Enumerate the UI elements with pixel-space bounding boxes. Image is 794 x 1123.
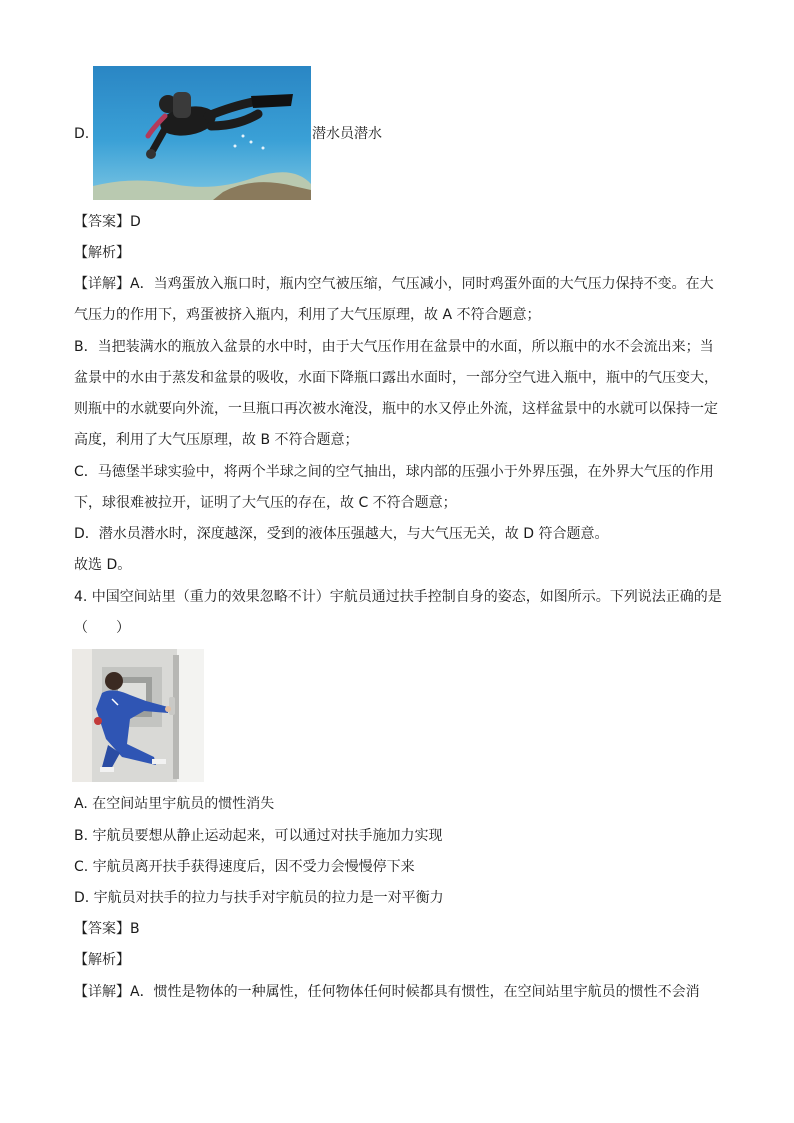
- q4-option-a: A. 在空间站里宇航员的惯性消失: [74, 796, 275, 812]
- q3-detail-line: 【详解】A．当鸡蛋放入瓶口时，瓶内空气被压缩，气压减小，同时鸡蛋外面的大气压力保持不变。在大: [74, 276, 714, 292]
- q3-detail-line: 高度，利用了大气压原理，故 B 不符合题意；: [74, 432, 359, 448]
- q3-detail-line: D．潜水员潜水时，深度越深，受到的液体压强越大，与大气压无关，故 D 符合题意。: [74, 526, 609, 542]
- q3-analysis-heading: 【解析】: [74, 245, 130, 261]
- q4-option-b: B. 宇航员要想从静止运动起来，可以通过对扶手施加力实现: [74, 828, 443, 844]
- q3-detail-line: C．马德堡半球实验中，将两个半球之间的空气抽出，球内部的压强小于外界压强，在外界大气压的作用: [74, 464, 714, 480]
- q4-stem: 4. 中国空间站里（重力的效果忽略不计）宇航员通过扶手控制自身的姿态，如图所示。下列说法正确的是: [74, 589, 722, 605]
- option-d-caption: 潜水员潜水: [312, 126, 382, 142]
- q4-stem-blank: （ ）: [74, 620, 130, 636]
- q4-option-c: C. 宇航员离开扶手获得速度后，因不受力会慢慢停下来: [74, 859, 415, 875]
- q3-answer: 【答案】D: [74, 214, 141, 230]
- q3-detail-line: 盆景中的水由于蒸发和盆景的吸收，水面下降瓶口露出水面时，一部分空气进入瓶中，瓶中的气压变大，: [74, 370, 718, 386]
- q3-detail-line: 气压力的作用下，鸡蛋被挤入瓶内，利用了大气压原理，故 A 不符合题意；: [74, 307, 541, 323]
- q4-analysis-heading: 【解析】: [74, 952, 130, 968]
- astronaut-illustration: [72, 649, 204, 782]
- astronaut-photo: [72, 649, 204, 782]
- q4-option-d: D. 宇航员对扶手的拉力与扶手对宇航员的拉力是一对平衡力: [74, 890, 444, 906]
- q3-detail-line: B．当把装满水的瓶放入盆景的水中时，由于大气压作用在盆景中的水面，所以瓶中的水不会流出来；当: [74, 339, 714, 355]
- q4-answer: 【答案】B: [74, 921, 140, 937]
- q3-detail-line: 下，球很难被拉开，证明了大气压的存在，故 C 不符合题意；: [74, 495, 457, 511]
- q4-detail-line: 【详解】A．惯性是物体的一种属性，任何物体任何时候都具有惯性，在空间站里宇航员的惯性不会消: [74, 984, 700, 1000]
- diver-photo: [93, 66, 311, 200]
- option-d-label: D.: [74, 126, 90, 142]
- q3-detail-line: 则瓶中的水就要向外流，一旦瓶口再次被水淹没，瓶中的水又停止外流，这样盆景中的水就可以保持一定: [74, 401, 718, 417]
- diver-illustration: [93, 66, 311, 200]
- q3-conclusion: 故选 D。: [74, 557, 132, 573]
